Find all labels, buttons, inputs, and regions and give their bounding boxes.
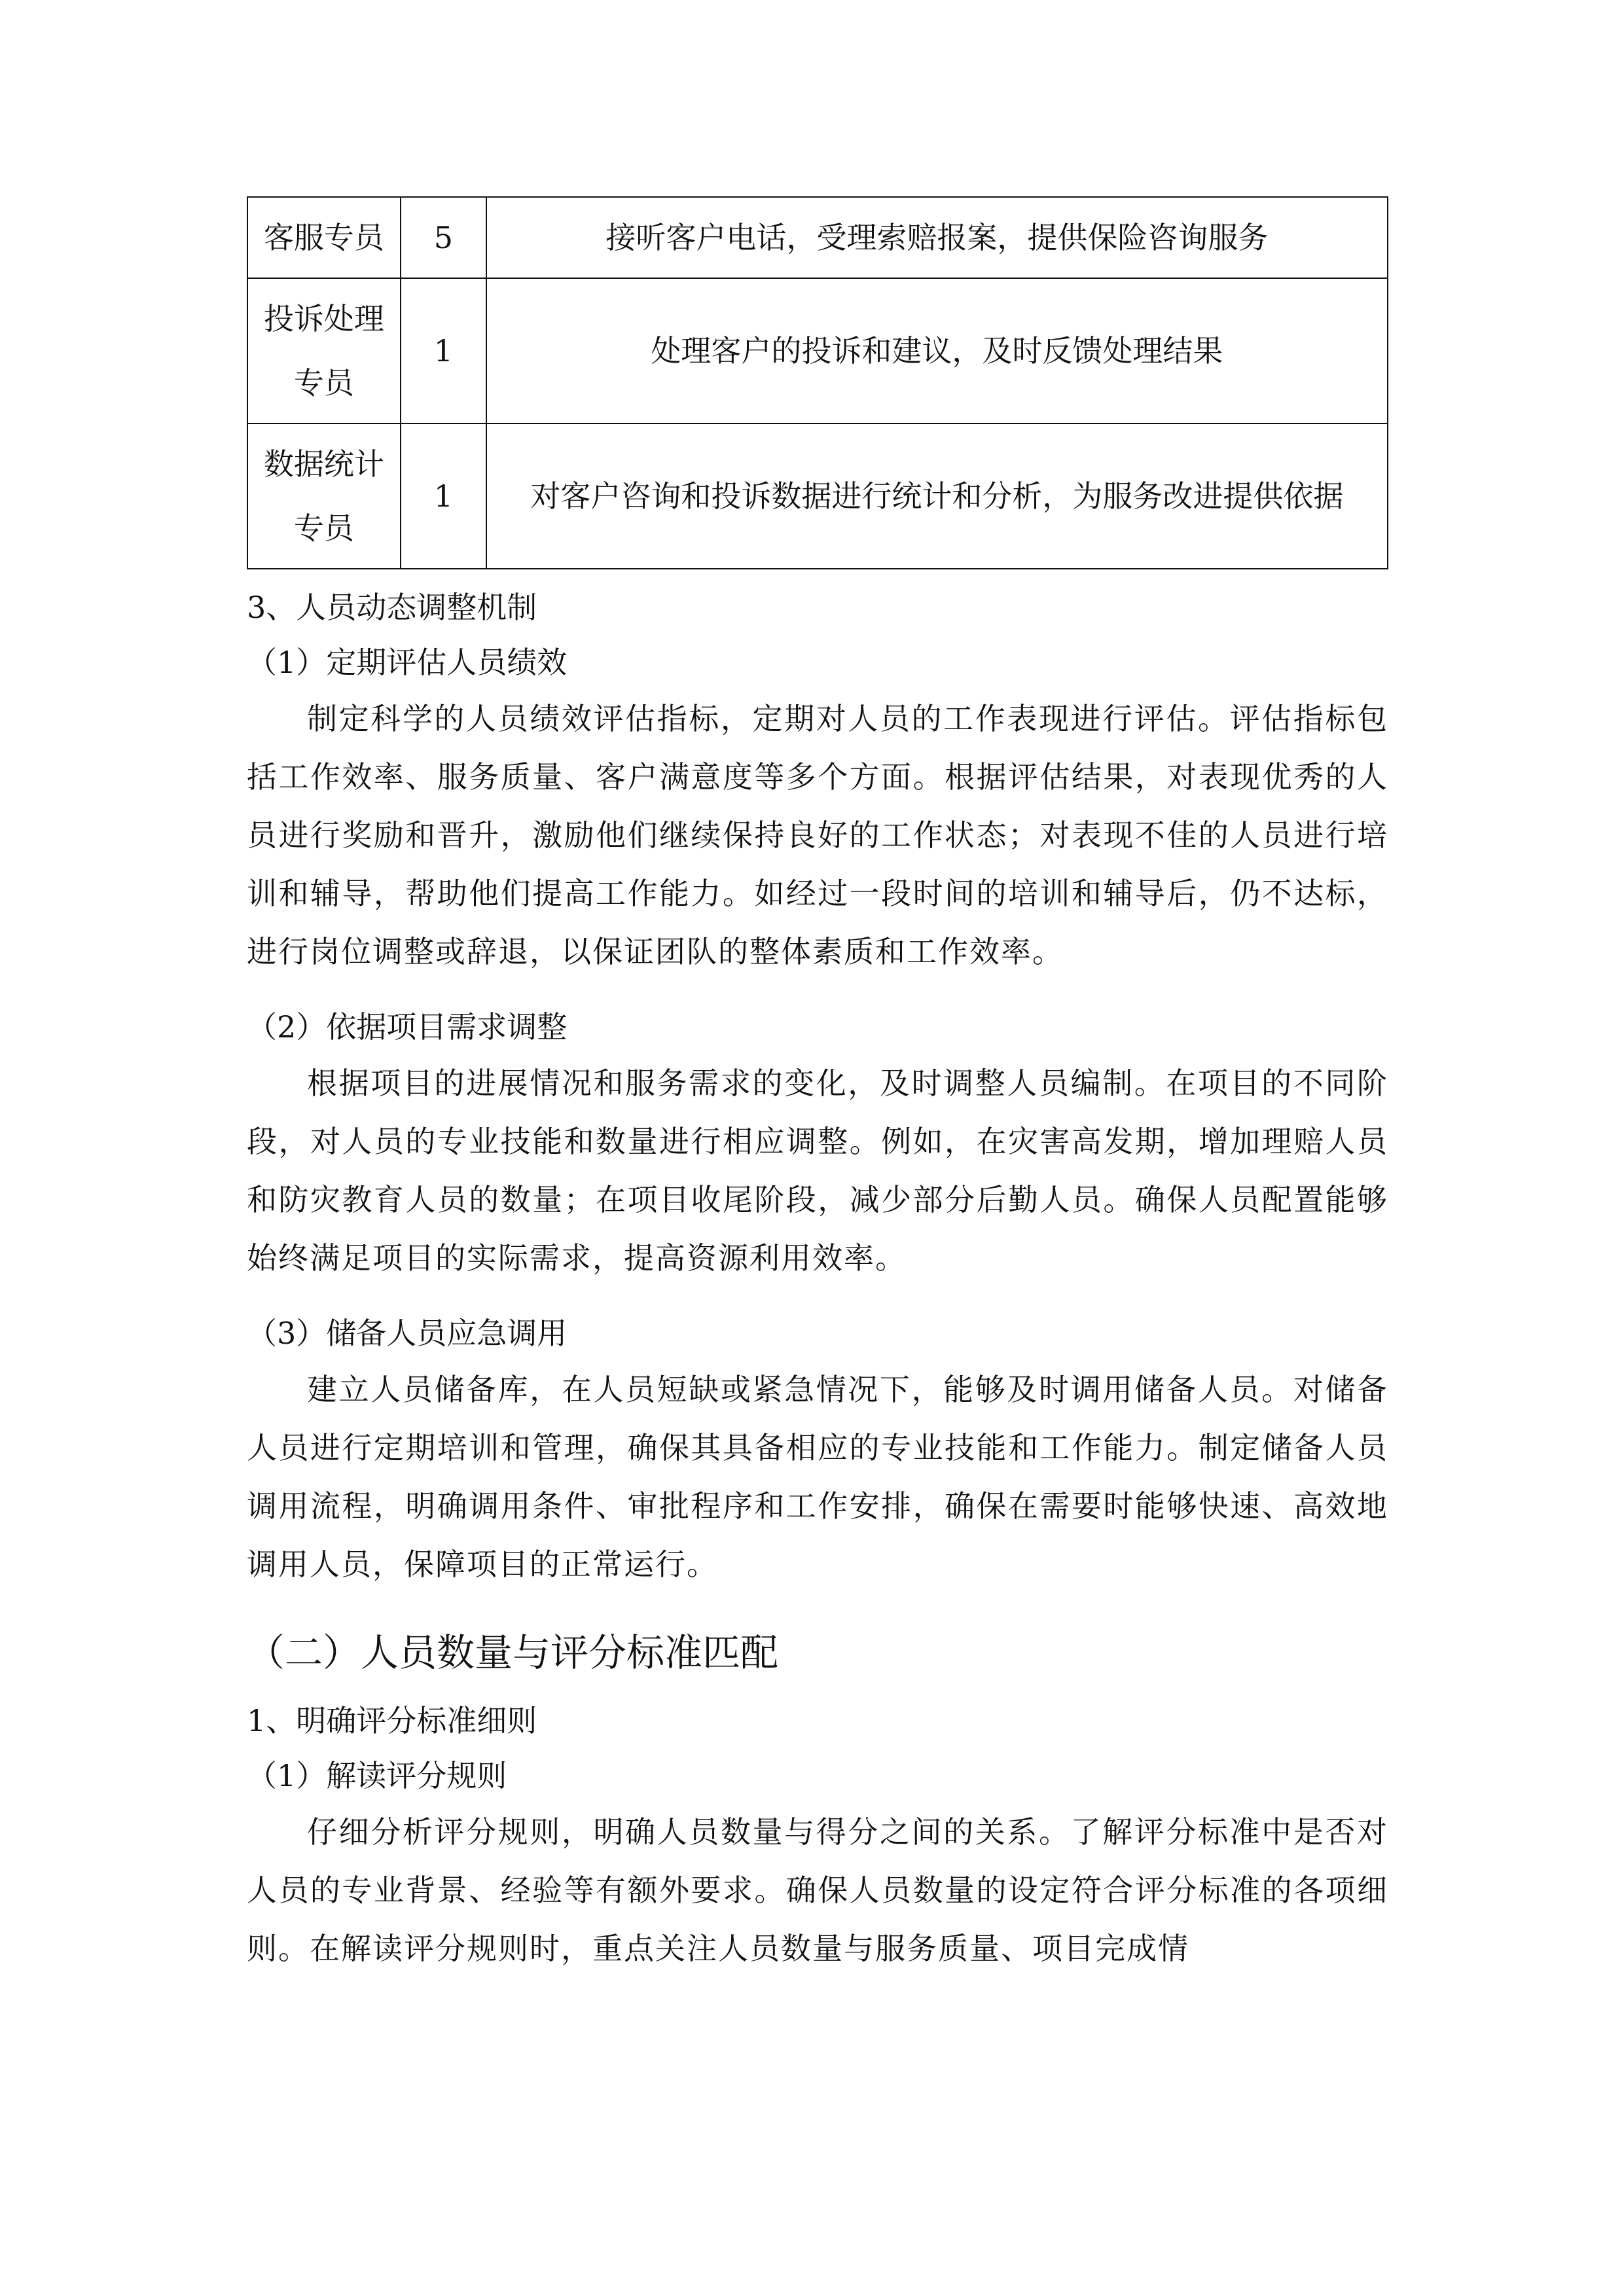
part-heading: （二）人员数量与评分标准匹配 [247,1630,779,1675]
subsection-heading: （3）储备人员应急调用 [247,1316,568,1351]
count-cell: 1 [401,423,486,569]
section-heading: 3、人员动态调整机制 [247,590,537,625]
duty-cell: 对客户咨询和投诉数据进行统计和分析，为服务改进提供依据 [486,423,1388,569]
count-cell: 5 [401,197,486,278]
paragraph: 建立人员储备库，在人员短缺或紧急情况下，能够及时调用储备人员。对储备人员进行定期培训和管理，确保其具备相应的专业技能和工作能力。制定储备人员调用流程，明确调用条件、审批程序和工作安排，确保在需要时能够快速、高效地调用人员，保障项目的正常运行。 [247,1372,1388,1582]
duty-cell: 接听客户电话，受理索赔报案，提供保险咨询服务 [486,197,1388,278]
body-text [247,580,1388,1996]
subsection-heading: （1）定期评估人员绩效 [247,645,568,680]
paragraph: 制定科学的人员绩效评估指标，定期对人员的工作表现进行评估。评估指标包括工作效率、服务质量、客户满意度等多个方面。根据评估结果，对表现优秀的人员进行奖励和晋升，激励他们继续保持良好的工作状态；对表现不佳的人员进行培训和辅导，帮助他们提高工作能力。如经过一段时间的培训和辅导后，仍不达标，进行岗位调整或辞退，以保证团队的整体素质和工作效率。 [247,701,1388,969]
table-row [247,197,1388,278]
paragraph: 仔细分析评分规则，明确人员数量与得分之间的关系。了解评分标准中是否对人员的专业背景、经验等有额外要求。确保人员数量的设定符合评分标准的各项细则。在解读评分规则时，重点关注人员数量与服务质量、项目完成情 [247,1814,1388,1966]
table-row [247,423,1388,569]
role-cell: 投诉处理专员 [247,278,401,423]
count-cell: 1 [401,278,486,423]
staff-table [247,196,1388,569]
subsection-heading: （1）解读评分规则 [247,1758,507,1793]
role-cell: 客服专员 [247,197,401,278]
section-heading: 1、明确评分标准细则 [247,1703,537,1738]
subsection-heading: （2）依据项目需求调整 [247,1009,568,1045]
role-cell: 数据统计专员 [247,423,401,569]
table-row [247,278,1388,423]
paragraph: 根据项目的进展情况和服务需求的变化，及时调整人员编制。在项目的不同阶段，对人员的专业技能和数量进行相应调整。例如，在灾害高发期，增加理赔人员和防灾教育人员的数量；在项目收尾阶段，减少部分后勤人员。确保人员配置能够始终满足项目的实际需求，提高资源利用效率。 [247,1066,1388,1276]
duty-cell: 处理客户的投诉和建议，及时反馈处理结果 [486,278,1388,423]
